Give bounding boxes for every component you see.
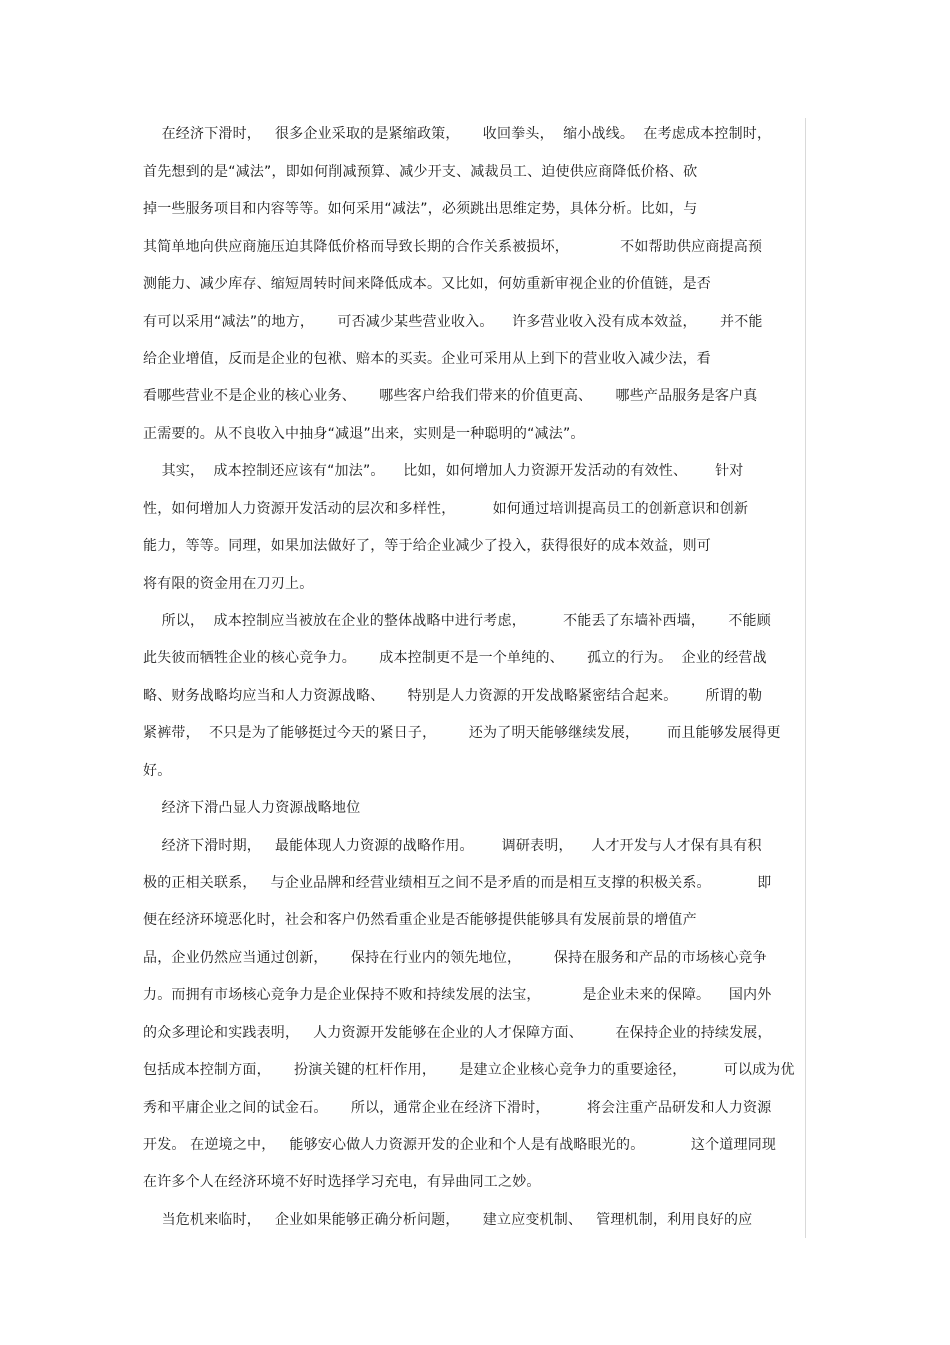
text-line: 性，如何增加人力资源开发活动的层次和多样性， 如何通过培训提高员工的创新意识和创新	[143, 501, 749, 517]
text-line: 包括成本控制方面， 扮演关键的杠杆作用， 是建立企业核心竞争力的重要途径， 可以成为优	[143, 1062, 795, 1078]
text-line: 极的正相关联系， 与企业品牌和经营业绩相互之间不是矛盾的而是相互支撑的积极关系。 即	[143, 875, 772, 891]
text-line: 秀和平庸企业之间的试金石。 所以，通常企业在经济下滑时， 将会注重产品研发和人力资源	[143, 1100, 772, 1116]
text-line: 力。而拥有市场核心竞争力是企业保持不败和持续发展的法宝， 是企业未来的保障。 国内外	[143, 987, 772, 1003]
text-line: 在许多个人在经济环境不好时选择学习充电，有异曲同工之妙。	[143, 1174, 541, 1190]
text-line: 的众多理论和实践表明， 人力资源开发能够在企业的人才保障方面、 在保持企业的持续发展，	[143, 1025, 772, 1041]
text-line: 便在经济环境恶化时，社会和客户仍然看重企业是否能够提供能够具有发展前景的增值产	[143, 912, 697, 928]
text-line: 测能力、减少库存、缩短周转时间来降低成本。又比如，何妨重新审视企业的价值链，是否	[143, 276, 711, 292]
text-line: 其实， 成本控制还应该有“加法”。 比如，如何增加人力资源开发活动的有效性、 针对	[143, 463, 744, 479]
text-line: 此失彼而牺牲企业的核心竞争力。 成本控制更不是一个单纯的、 孤立的行为。 企业的经营战	[143, 650, 767, 666]
text-line: 将有限的资金用在刀刃上。	[143, 576, 314, 592]
text-line: 掉一些服务项目和内容等等。如何采用“减法”，必须跳出思维定势，具体分析。比如，与	[143, 201, 698, 217]
text-line: 所以， 成本控制应当被放在企业的整体战略中进行考虑， 不能丢了东墙补西墙， 不能顾	[143, 613, 771, 629]
section-heading: 经济下滑凸显人力资源战略地位	[143, 800, 361, 816]
text-line: 给企业增值，反而是企业的包袱、赔本的买卖。企业可采用从上到下的营业收入减少法，看	[143, 351, 711, 367]
text-line: 经济下滑时期， 最能体现人力资源的战略作用。 调研表明， 人才开发与人才保有具有积	[143, 838, 762, 854]
text-line: 首先想到的是“减法”，即如何削减预算、减少开支、减裁员工、迫使供应商降低价格、砍	[143, 164, 698, 180]
text-line: 品，企业仍然应当通过创新， 保持在行业内的领先地位， 保持在服务和产品的市场核心竞争	[143, 950, 767, 966]
text-line: 紧裤带， 不只是为了能够挺过今天的紧日子， 还为了明天能够继续发展， 而且能够发展得更	[143, 725, 781, 741]
text-line: 好。	[143, 763, 172, 779]
text-line: 开发。 在逆境之中， 能够安心做人力资源开发的企业和个人是有战略眼光的。 这个道理同现	[143, 1137, 777, 1153]
text-line: 其简单地向供应商施压迫其降低价格而导致长期的合作关系被损坏， 不如帮助供应商提高预	[143, 239, 763, 255]
text-line: 看哪些营业不是企业的核心业务、 哪些客户给我们带来的价值更高、 哪些产品服务是客户真	[143, 388, 758, 404]
text-line: 有可以采用“减法”的地方， 可否减少某些营业收入。 许多营业收入没有成本效益， 并不能	[143, 314, 763, 330]
text-line: 能力，等等。同理，如果加法做好了，等于给企业减少了投入，获得很好的成本效益，则可	[143, 538, 711, 554]
text-line: 在经济下滑时， 很多企业采取的是紧缩政策， 收回拳头， 缩小战线。 在考虑成本控制时，	[143, 126, 772, 142]
text-line: 正需要的。从不良收入中抽身“减退”出来，实则是一种聪明的“减法”。	[143, 426, 585, 442]
text-line: 当危机来临时， 企业如果能够正确分析问题， 建立应变机制、 管理机制，利用良好的应	[143, 1212, 753, 1228]
text-line: 略、财务战略均应当和人力资源战略、 特别是人力资源的开发战略紧密结合起来。 所谓的勒	[143, 688, 763, 704]
